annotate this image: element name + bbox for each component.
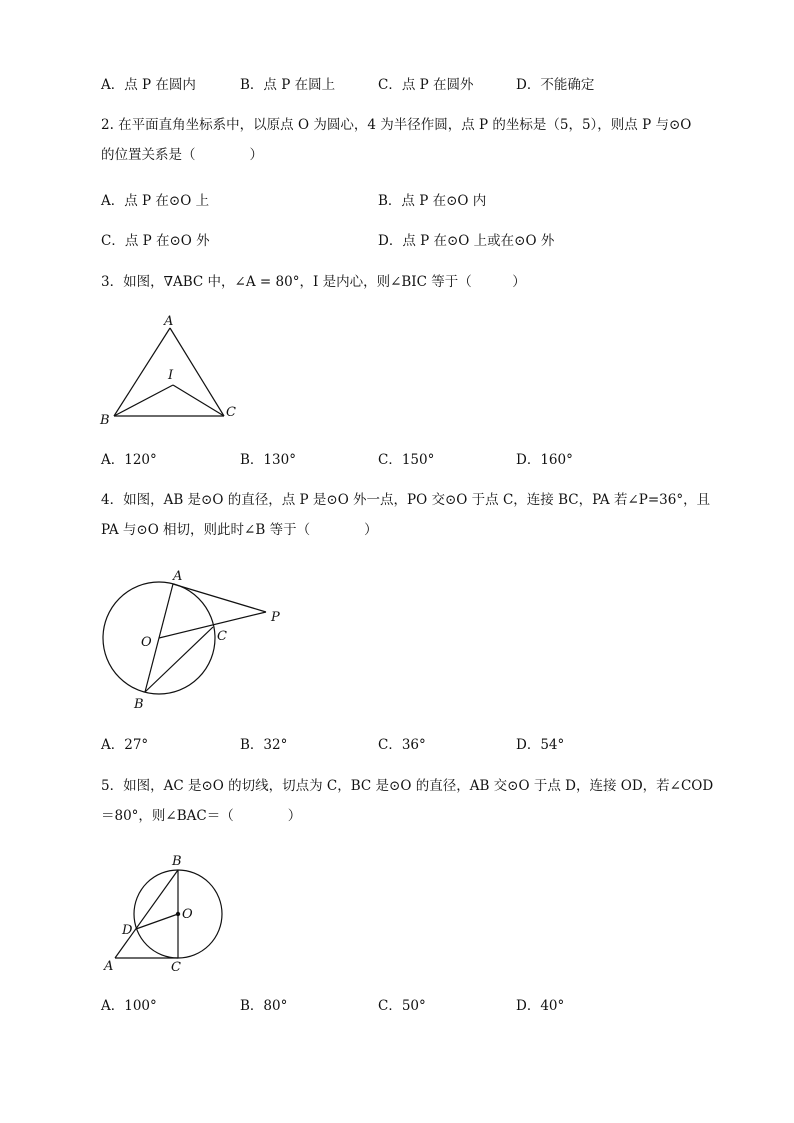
q4-option-a: A．27° xyxy=(101,737,149,753)
q5-figure-circle xyxy=(98,850,233,975)
q1-option-a: A．点 P 在圆内 xyxy=(101,77,196,93)
q3-figure-triangle xyxy=(95,310,255,435)
q3-segment-bi xyxy=(114,385,173,416)
q3-label-i: I xyxy=(168,368,174,383)
q4-label-c: C xyxy=(217,629,227,644)
q4-label-o: O xyxy=(141,635,152,650)
q5-segment-od xyxy=(136,914,178,929)
q4-segment-bc xyxy=(145,627,213,692)
q4-stem-line2: PA 与⊙O 相切，则此时∠B 等于（ ） xyxy=(101,522,378,538)
q4-label-a: A xyxy=(173,569,183,584)
q1-option-b: B．点 P 在圆上 xyxy=(240,77,336,93)
q3-label-b: B xyxy=(100,413,110,428)
q3-label-c: C xyxy=(226,405,236,420)
q2-option-d: D．点 P 在⊙O 上或在⊙O 外 xyxy=(378,233,555,249)
q4-tangent-pa xyxy=(173,584,266,612)
q2-option-a: A．点 P 在⊙O 上 xyxy=(101,193,210,209)
q4-label-b: B xyxy=(134,697,144,712)
q5-stem-line1: 5．如图，AC 是⊙O 的切线，切点为 C，BC 是⊙O 的直径，AB 交⊙O 于点 D，连接 OD，若∠COD xyxy=(101,778,714,794)
q3-side-ab xyxy=(114,328,170,416)
q2-stem-line1: 2. 在平面直角坐标系中，以原点 O 为圆心，4 为半径作圆，点 P 的坐标是（5，5），则点 P 与⊙O xyxy=(101,117,692,133)
q2-option-c: C．点 P 在⊙O 外 xyxy=(101,233,210,249)
q5-option-c: C．50° xyxy=(378,998,426,1014)
q1-option-d: D．不能确定 xyxy=(516,77,595,93)
q4-stem-line1: 4．如图，AB 是⊙O 的直径，点 P 是⊙O 外一点，PO 交⊙O 于点 C，连接 BC，PA 若∠P=36°，且 xyxy=(101,492,711,508)
q4-option-b: B．32° xyxy=(240,737,288,753)
q5-label-o: O xyxy=(182,907,193,922)
q4-option-c: C．36° xyxy=(378,737,426,753)
q1-option-c: C．点 P 在圆外 xyxy=(378,77,474,93)
q4-label-p: P xyxy=(271,610,280,625)
q3-option-b: B．130° xyxy=(240,452,296,468)
q5-option-d: D．40° xyxy=(516,998,565,1014)
q4-figure-circle xyxy=(95,562,290,717)
q5-center-dot xyxy=(176,912,179,915)
q3-stem: 3．如图，∇ABC 中，∠A = 80°，I 是内心，则∠BIC 等于（ ） xyxy=(101,274,526,290)
q3-segment-ci xyxy=(173,385,224,416)
q2-stem-line2: 的位置关系是（ ） xyxy=(101,147,263,163)
q5-stem-line2: ＝80°，则∠BAC＝（ ） xyxy=(101,808,302,824)
q3-label-a: A xyxy=(164,314,174,329)
q5-label-a: A xyxy=(104,959,114,974)
q2-option-b: B．点 P 在⊙O 内 xyxy=(378,193,487,209)
q3-option-a: A．120° xyxy=(101,452,157,468)
q5-option-b: B．80° xyxy=(240,998,288,1014)
q5-option-a: A．100° xyxy=(101,998,157,1014)
q5-label-d: D xyxy=(122,923,133,938)
q5-label-c: C xyxy=(171,960,181,975)
q3-side-ac xyxy=(170,328,224,416)
q3-option-d: D．160° xyxy=(516,452,573,468)
q5-label-b: B xyxy=(172,854,182,869)
q3-option-c: C．150° xyxy=(378,452,435,468)
q4-option-d: D．54° xyxy=(516,737,565,753)
q4-segment-po xyxy=(159,612,266,638)
